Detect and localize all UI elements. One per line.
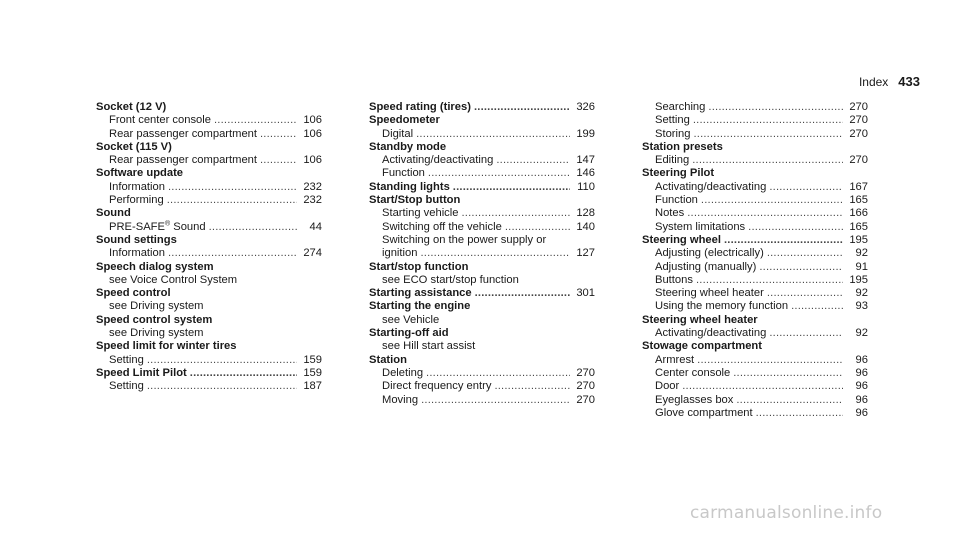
leader-dots <box>696 274 843 287</box>
index-term <box>369 181 595 194</box>
leader-dots <box>426 367 570 380</box>
page-reference: 166 <box>849 207 868 220</box>
entry-text: Start/stop function <box>369 260 469 273</box>
page-header <box>859 74 920 89</box>
entry-text: Searching <box>655 101 706 113</box>
page-reference: 146 <box>576 167 595 180</box>
index-term <box>96 340 322 353</box>
index-see-ref <box>369 234 595 247</box>
leader-dots <box>190 367 297 380</box>
index-term <box>642 167 868 180</box>
entry-text: Activating/deactivating <box>655 180 767 193</box>
entry-text: Door <box>655 380 680 393</box>
index-subentry <box>369 207 595 220</box>
index-subentry <box>642 367 868 380</box>
leader-dots <box>147 354 297 367</box>
page-reference: 93 <box>855 300 868 313</box>
leader-dots <box>736 394 843 407</box>
leader-dots <box>724 234 843 247</box>
entry-text: Starting-off aid <box>369 327 449 340</box>
entry-text: Editing <box>655 154 690 167</box>
entry-text: Speed Limit Pilot <box>96 366 187 379</box>
page-reference: 106 <box>303 127 322 140</box>
index-subentry <box>642 221 868 234</box>
page-reference: 167 <box>849 180 868 193</box>
entry-text: Buttons <box>655 273 693 286</box>
page-reference: 270 <box>849 154 868 167</box>
entry-text: see Voice Control System <box>109 273 238 286</box>
index-term <box>642 141 868 154</box>
leader-dots <box>767 247 843 260</box>
entry-text: Station presets <box>642 140 723 153</box>
page-reference: 270 <box>576 366 595 379</box>
leader-dots <box>693 128 843 141</box>
entry-text: Speed limit for winter tires <box>96 340 237 353</box>
index-term <box>369 101 595 114</box>
page-reference: 199 <box>576 127 595 140</box>
index-term <box>642 234 868 247</box>
index-term <box>96 367 322 380</box>
index-see-ref <box>96 327 322 340</box>
index-subentry <box>369 128 595 141</box>
leader-dots <box>733 367 843 380</box>
index-column-1 <box>96 101 322 394</box>
page-reference: 128 <box>576 207 595 220</box>
index-subentry <box>96 380 322 393</box>
index-term <box>369 114 595 127</box>
index-subentry <box>96 128 322 141</box>
entry-text: System limitations <box>655 220 746 233</box>
index-term <box>369 261 595 274</box>
entry-text: Digital <box>382 127 414 140</box>
leader-dots <box>701 194 843 207</box>
page-reference: 270 <box>849 101 868 113</box>
page-reference: 165 <box>849 220 868 233</box>
section-title: Index <box>858 75 889 89</box>
leader-dots <box>759 261 843 274</box>
index-term <box>369 141 595 154</box>
index-subentry <box>642 101 868 114</box>
leader-dots <box>453 181 570 194</box>
index-subentry <box>369 380 595 393</box>
leader-dots <box>748 221 843 234</box>
index-term <box>369 287 595 300</box>
entry-text: Socket (12 V) <box>96 101 167 113</box>
entry-text: Information <box>109 180 165 193</box>
leader-dots <box>428 167 570 180</box>
leader-dots <box>421 394 570 407</box>
index-term <box>369 194 595 207</box>
leader-dots <box>682 380 843 393</box>
leader-dots <box>474 101 570 114</box>
entry-text: Rear passenger compartment <box>109 154 257 167</box>
entry-text: Station <box>369 353 407 366</box>
entry-text: Glove compartment <box>655 406 753 419</box>
leader-dots <box>260 128 297 141</box>
leader-dots <box>697 354 843 367</box>
page-reference: 92 <box>855 247 868 260</box>
entry-text: Setting <box>655 114 690 127</box>
index-subentry <box>642 194 868 207</box>
entry-text: Steering wheel heater <box>655 287 764 300</box>
index-subentry <box>642 154 868 167</box>
entry-text: Switching on the power supply or <box>382 233 547 246</box>
leader-dots <box>692 154 843 167</box>
page-reference: 270 <box>849 114 868 127</box>
page-reference: 195 <box>849 273 868 286</box>
entry-text: Notes <box>655 207 685 220</box>
entry-text: Using the memory function <box>655 300 789 313</box>
page-reference: 110 <box>577 180 595 193</box>
page-reference: 326 <box>576 101 595 113</box>
leader-dots <box>693 114 843 127</box>
index-term <box>369 327 595 340</box>
entry-text: Deleting <box>382 366 424 379</box>
index-subentry <box>642 114 868 127</box>
leader-dots <box>147 380 297 393</box>
leader-dots <box>260 154 297 167</box>
leader-dots <box>420 247 570 260</box>
entry-text: Eyeglasses box <box>655 393 734 406</box>
page-reference: 270 <box>576 393 595 406</box>
index-subentry <box>369 167 595 180</box>
entry-text: Information <box>109 247 165 260</box>
page-reference: 187 <box>303 380 322 393</box>
index-subentry <box>642 394 868 407</box>
page-reference: 274 <box>303 247 322 260</box>
leader-dots <box>791 300 843 313</box>
entry-text: Standby mode <box>369 140 447 153</box>
page-reference: 96 <box>855 393 868 406</box>
index-term <box>96 314 322 327</box>
entry-text: Performing <box>109 194 164 207</box>
index-subentry <box>96 181 322 194</box>
leader-dots <box>168 181 297 194</box>
index-term <box>96 261 322 274</box>
page-reference: 159 <box>303 353 322 366</box>
page-reference: 232 <box>303 194 322 207</box>
page-reference: 159 <box>303 366 322 379</box>
index-subentry <box>642 181 868 194</box>
leader-dots <box>494 380 570 393</box>
leader-dots <box>462 207 571 220</box>
entry-text: ignition <box>382 247 418 260</box>
index-subentry <box>369 221 595 234</box>
page-reference: 165 <box>849 194 868 207</box>
entry-text: see Vehicle <box>382 313 440 326</box>
entry-text: Setting <box>109 353 144 366</box>
leader-dots <box>505 221 570 234</box>
leader-dots <box>214 114 297 127</box>
entry-text: Direct frequency entry <box>382 380 492 393</box>
page-reference: 301 <box>576 287 595 300</box>
entry-text: Starting the engine <box>369 300 471 313</box>
index-subentry <box>96 194 322 207</box>
page-reference: 96 <box>855 406 868 419</box>
page-reference: 106 <box>303 114 322 127</box>
entry-text: Standing lights <box>369 180 450 193</box>
entry-text: Starting vehicle <box>382 207 459 220</box>
index-term <box>642 340 868 353</box>
entry-text: Sound settings <box>96 233 177 246</box>
page-reference: 127 <box>576 247 595 260</box>
page-reference: 140 <box>576 220 595 233</box>
index-see-ref <box>369 274 595 287</box>
page-reference: 91 <box>855 260 868 273</box>
entry-text: Speed control system <box>96 313 213 326</box>
index-subentry <box>369 394 595 407</box>
index-subentry <box>642 407 868 420</box>
index-subentry <box>96 154 322 167</box>
entry-text: Steering Pilot <box>642 167 715 180</box>
entry-text: Activating/deactivating <box>382 154 494 167</box>
entry-text: Start/Stop button <box>369 194 461 207</box>
entry-text: Steering wheel heater <box>642 313 758 326</box>
leader-dots <box>708 101 843 114</box>
index-column-2 <box>369 101 595 407</box>
index-term <box>642 314 868 327</box>
leader-dots <box>496 154 570 167</box>
leader-dots <box>769 327 843 340</box>
leader-dots <box>209 221 297 234</box>
index-subentry <box>96 247 322 260</box>
page-reference: 96 <box>855 380 868 393</box>
index-column-3 <box>642 101 868 420</box>
entry-text: Function <box>655 194 698 207</box>
entry-text: Starting assistance <box>369 287 472 300</box>
index-subentry <box>642 128 868 141</box>
leader-dots <box>475 287 570 300</box>
entry-text: Moving <box>382 393 419 406</box>
index-see-ref <box>369 314 595 327</box>
index-term <box>96 234 322 247</box>
index-see-ref <box>369 340 595 353</box>
index-subentry <box>642 354 868 367</box>
index-subentry <box>642 274 868 287</box>
page-reference: 96 <box>855 366 868 379</box>
entry-text: see Hill start assist <box>382 340 476 353</box>
index-subentry <box>642 327 868 340</box>
page-number: 433 <box>898 74 920 89</box>
leader-dots <box>168 247 297 260</box>
index-term <box>369 300 595 313</box>
entry-text: Speed rating (tires) <box>369 101 471 113</box>
page-reference: 270 <box>849 127 868 140</box>
page-reference: 96 <box>855 353 868 366</box>
page-reference: 147 <box>576 154 595 167</box>
page-reference: 92 <box>855 287 868 300</box>
entry-text: Armrest <box>655 353 695 366</box>
index-term <box>96 101 322 114</box>
page-reference: 232 <box>303 180 322 193</box>
leader-dots <box>756 407 843 420</box>
index-subentry <box>369 154 595 167</box>
index-subentry <box>369 247 595 260</box>
entry-text: Stowage compartment <box>642 340 762 353</box>
index-term <box>369 354 595 367</box>
index-subentry <box>642 247 868 260</box>
index-term <box>96 287 322 300</box>
index-subentry <box>96 221 322 234</box>
watermark: carmanualsonline.info <box>690 503 883 523</box>
entry-text: Activating/deactivating <box>655 327 767 340</box>
entry-text: Adjusting (electrically) <box>655 247 764 260</box>
entry-text: see Driving system <box>109 327 204 340</box>
entry-text: Front center console <box>109 114 211 127</box>
index-term <box>96 167 322 180</box>
leader-dots <box>767 287 843 300</box>
entry-text: Adjusting (manually) <box>655 260 757 273</box>
entry-text: Switching off the vehicle <box>382 220 502 233</box>
index-subentry <box>642 380 868 393</box>
page-reference: 106 <box>303 154 322 167</box>
page-reference: 270 <box>576 380 595 393</box>
entry-text: Storing <box>655 127 691 140</box>
entry-text: Center console <box>655 366 731 379</box>
entry-text: see Driving system <box>109 300 204 313</box>
index-term <box>96 207 322 220</box>
leader-dots <box>687 207 843 220</box>
entry-text: Setting <box>109 380 144 393</box>
index-subentry <box>96 354 322 367</box>
entry-text: PRE-SAFE® Sound <box>109 219 206 233</box>
entry-text: Steering wheel <box>642 233 721 246</box>
entry-text: Speedometer <box>369 114 440 127</box>
index-subentry <box>369 367 595 380</box>
entry-text: Software update <box>96 167 184 180</box>
entry-text: Speech dialog system <box>96 260 214 273</box>
index-subentry <box>96 114 322 127</box>
index-term <box>96 141 322 154</box>
index-see-ref <box>96 274 322 287</box>
index-subentry <box>642 300 868 313</box>
leader-dots <box>167 194 297 207</box>
page-reference: 92 <box>855 327 868 340</box>
leader-dots <box>769 181 843 194</box>
index-subentry <box>642 207 868 220</box>
entry-text: Socket (115 V) <box>96 140 172 153</box>
page-reference: 195 <box>849 233 868 246</box>
entry-text: Speed control <box>96 287 171 300</box>
entry-text: Rear passenger compartment <box>109 127 257 140</box>
entry-text: Sound <box>96 207 131 220</box>
leader-dots <box>416 128 570 141</box>
entry-text: Function <box>382 167 425 180</box>
index-subentry <box>642 287 868 300</box>
index-subentry <box>642 261 868 274</box>
page-reference: 44 <box>309 220 322 233</box>
entry-text: see ECO start/stop function <box>382 273 519 286</box>
index-see-ref <box>96 300 322 313</box>
